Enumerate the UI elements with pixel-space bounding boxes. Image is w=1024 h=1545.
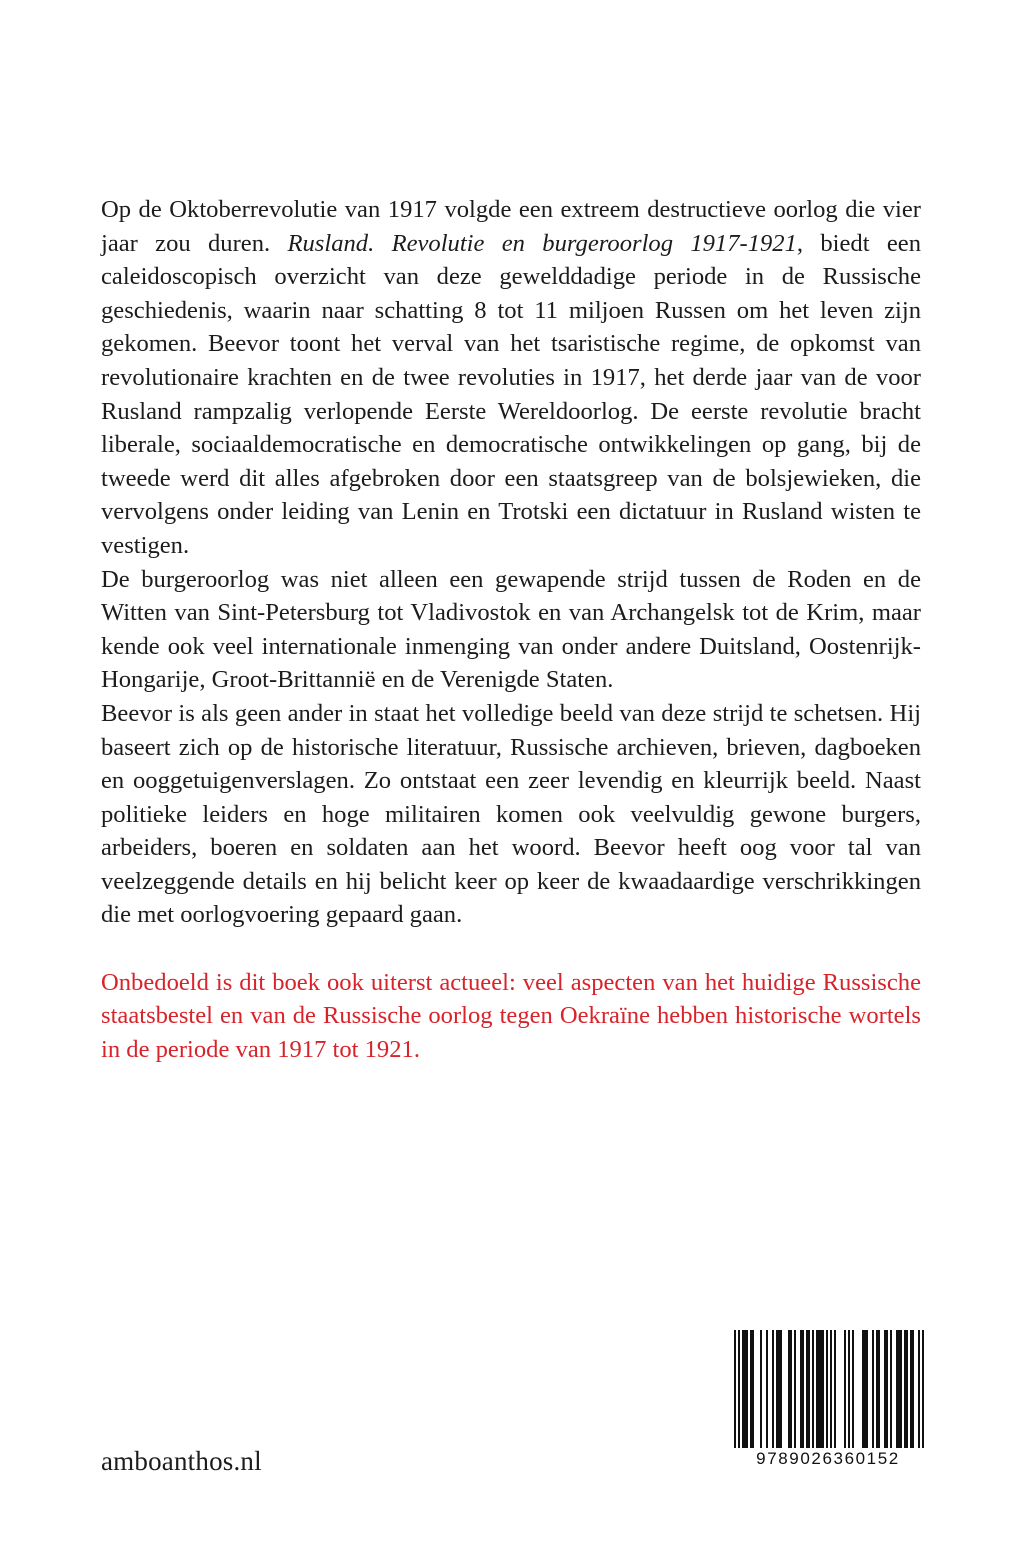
barcode-bar bbox=[844, 1330, 846, 1448]
blurb-paragraph-1 bbox=[101, 193, 921, 563]
barcode-bar bbox=[802, 1330, 804, 1448]
barcode-bar bbox=[776, 1330, 778, 1448]
blurb-paragraph-1-body: , biedt een caleidoscopisch overzicht van deze gewelddadige periode in de Russische geschiedenis, waarin naar schatting 8 tot 11 miljoen Russen om het leven zijn gekomen. Beevor toont het verval van het tsaristische regime, de opkomst van revolutionaire krachten en de twee revoluties in 1917, het derde jaar van de voor Rusland rampzalig verlopende Eerste Wereldoorlog. De eerste revolutie bracht liberale, sociaaldemocratische en democratische ontwikkelingen op gang, bij de tweede werd dit alles afgebroken door een staatsgreep van de bolsjewieken, die vervolgens onder leiding van Lenin en Trotski een dictatuur in Rusland wisten te vestigen. bbox=[101, 229, 921, 559]
barcode-bar bbox=[896, 1330, 898, 1448]
isbn-number: 9789026360152 bbox=[730, 1448, 926, 1470]
barcode-bar bbox=[822, 1330, 824, 1448]
barcode-bar bbox=[752, 1330, 754, 1448]
barcode-bar bbox=[750, 1330, 752, 1448]
barcode-bar bbox=[852, 1330, 854, 1448]
barcode-guard-bar bbox=[826, 1330, 828, 1458]
barcode-bar bbox=[812, 1330, 814, 1448]
barcode-guard-bar bbox=[738, 1330, 740, 1458]
barcode-bar bbox=[778, 1330, 780, 1448]
barcode-bar bbox=[772, 1330, 774, 1448]
barcode-bar bbox=[884, 1330, 886, 1448]
barcode-bar bbox=[862, 1330, 864, 1448]
blurb-text bbox=[101, 193, 921, 1066]
barcode-bar bbox=[900, 1330, 902, 1448]
barcode-bar bbox=[760, 1330, 762, 1448]
barcode-bar bbox=[816, 1330, 818, 1448]
barcode-bar bbox=[898, 1330, 900, 1448]
barcode-bar bbox=[904, 1330, 906, 1448]
book-title-italic: Rusland. Revolutie en burgeroorlog 1917-1921 bbox=[287, 229, 797, 257]
barcode-guard-bar bbox=[830, 1330, 832, 1458]
barcode-bar bbox=[864, 1330, 866, 1448]
barcode-bar bbox=[800, 1330, 802, 1448]
blurb-paragraph-1-intro: Op de Oktoberrevolutie van 1917 volgde een extreem destructieve oorlog die vier jaar zou duren. bbox=[101, 196, 921, 257]
barcode-bar bbox=[794, 1330, 796, 1448]
barcode-guard-bar bbox=[734, 1330, 736, 1458]
blurb-paragraph-2: De burgeroorlog was niet alleen een gewapende strijd tussen de Roden en de Witten van Sint-Petersburg tot Vladivostok en van Archangelsk tot de Krim, maar kende ook veel internationale inmenging van onder andere Duitsland, Oostenrijk-Hongarije, Groot-Brittannië en de Verenigde Staten. bbox=[101, 565, 921, 694]
barcode-bar bbox=[808, 1330, 810, 1448]
barcode-bar bbox=[746, 1330, 748, 1448]
barcode-bar bbox=[788, 1330, 790, 1448]
isbn-barcode bbox=[730, 1330, 926, 1478]
barcode-bar bbox=[834, 1330, 836, 1448]
barcode-bar bbox=[876, 1330, 878, 1448]
barcode-bar bbox=[806, 1330, 808, 1448]
barcode-bar bbox=[890, 1330, 892, 1448]
barcode-bar bbox=[906, 1330, 908, 1448]
barcode-bar bbox=[872, 1330, 874, 1448]
barcode-bar bbox=[886, 1330, 888, 1448]
barcode-bar bbox=[818, 1330, 820, 1448]
barcode-guard-bar bbox=[922, 1330, 924, 1458]
barcode-bar bbox=[912, 1330, 914, 1448]
barcode-bar bbox=[878, 1330, 880, 1448]
barcode-bar bbox=[780, 1330, 782, 1448]
publisher-website: amboanthos.nl bbox=[101, 1446, 262, 1476]
barcode-bar bbox=[766, 1330, 768, 1448]
barcode-bar bbox=[744, 1330, 746, 1448]
blurb-paragraph-3: Beevor is als geen ander in staat het volledige beeld van deze strijd te schetsen. Hij baseert zich op de historische literatuur, Russische archieven, brieven, dagboeken en ooggetuigenverslagen. Zo ontstaat een zeer levendig en kleurrijk beeld. Naast politieke leiders en hoge militairen komen ook veelvuldig gewone burgers, arbeiders, boeren en soldaten aan het woord. Beevor heeft oog voor tal van veelzeggende details en hij belicht keer op keer de kwaadaardige verschrikkingen die met oorlogvoering gepaard gaan. bbox=[101, 699, 921, 929]
barcode-bar bbox=[910, 1330, 912, 1448]
barcode-bar bbox=[790, 1330, 792, 1448]
barcode-bar bbox=[866, 1330, 868, 1448]
barcode-bar bbox=[848, 1330, 850, 1448]
barcode-bar bbox=[742, 1330, 744, 1448]
barcode-guard-bar bbox=[918, 1330, 920, 1458]
barcode-bar bbox=[820, 1330, 822, 1448]
blurb-paragraph-4-highlight: Onbedoeld is dit boek ook uiterst actueel: veel aspecten van het huidige Russische staatsbestel en van de Russische oorlog tegen Oekraïne hebben historische wortels in de periode van 1917 tot 1921. bbox=[101, 968, 921, 1063]
